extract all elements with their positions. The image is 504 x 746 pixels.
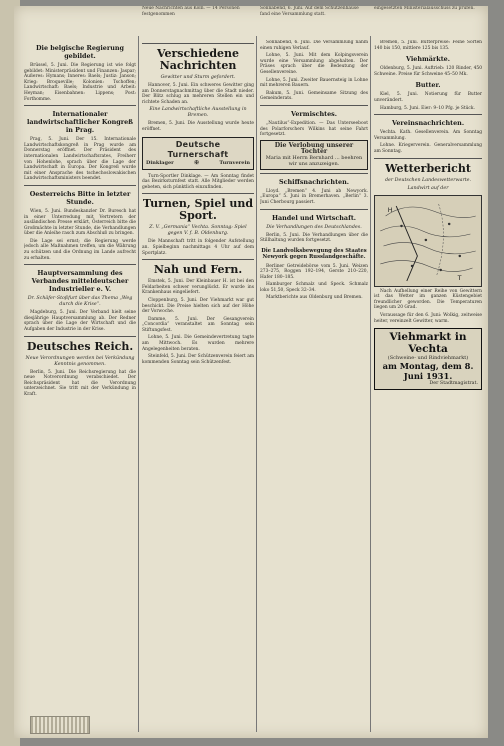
turnerschaft-title: Deutsche Turnerschaft	[167, 139, 229, 159]
turnerschaft-box	[142, 137, 254, 170]
turnerschaft-left: Dinklager	[146, 159, 174, 166]
article-text: Damme, 5. Juni. Der Gesangverein „Concordia“ veranstaltet am Sonntag sein Stiftungsfest.	[142, 316, 254, 333]
article-text: Lohne, 5. Juni. Zweiter Bauernsteig in Lohne mit mehreren Bauern.	[260, 77, 368, 89]
divider	[142, 43, 254, 44]
column-rule	[256, 36, 257, 732]
article-text: Voraussage für den 6. Juni: Wolkig, zeitweise heiter, vereinzelt Gewitter, warm.	[374, 312, 482, 324]
weather-subtitle: der Deutschen Landeswetterwarte.	[384, 177, 472, 183]
article-text: Hannover, 5. Juni. Ein schweres Gewitter ging am Donnerstagnachmittag über die Stadt nieder. Der Blitz schlug an mehreren Stellen ein und richtete Schaden an.	[142, 83, 254, 105]
article-text: Die Lage sei ernst; die Regierung werde jedoch alle Maßnahmen treffen, um die Währung zu schützen und die Ordnung im Lande aufrecht zu erhalten.	[24, 238, 136, 261]
top-strip-col2: Neue Nachrichten aus Köln. — 14 Personen festgenommen	[142, 6, 240, 17]
article-subtitle: Dr. Schäfer-Stoßfurt über das Thema „Weg durch die Krise“.	[27, 296, 133, 308]
headline-deutsches-reich: Deutsches Reich.	[26, 339, 134, 353]
top-cut-strip	[14, 6, 488, 36]
viehmarkt-signature: Der Stadtmagistrat.	[429, 381, 478, 387]
article-text: Bakum, 5. Juni. Gemeinsame Sitzung des Gemeinderats.	[260, 90, 368, 102]
headline-austria: Oesterreichs Bitte in letzter Stunde.	[29, 189, 131, 206]
article-text: Oldenburg, 5. Juni. Auftrieb: 120 Rinder, 450 Schweine. Preise für Schweine 45–50 Mk.	[374, 66, 482, 77]
svg-text:T: T	[457, 274, 462, 282]
divider	[260, 209, 368, 210]
headline-butter: Butter.	[415, 81, 441, 90]
article-text: Marktberichte aus Oldenburg und Bremen.	[266, 295, 363, 301]
article-text: Bremen, 5. Juni. Die Ausstellung wurde heute eröffnet.	[142, 121, 254, 132]
article-text: Hamburger Schmalz und Speck. Schmalz loko 51,50, Speck 32–34.	[260, 282, 368, 293]
headline-vereinsnachrichten: Vereinsnachrichten.	[391, 119, 465, 128]
article-text: Berlin, 5. Juni. Die Reichsregierung hat die neue Notverordnung verabschiedet. Der Reichspräsident hat die Verordnung unterzeichnet. Sie tritt mit der Verkündung in Kraft.	[24, 369, 136, 397]
divider	[24, 105, 136, 106]
column-4	[374, 40, 482, 728]
top-strip-col4: eingesetzten Ministerialausschuss zu prüfen.	[374, 6, 475, 11]
svg-text:H: H	[387, 206, 393, 214]
viehmarkt-date: am Montag, dem 8. Juni 1931.	[382, 361, 474, 382]
article-text: Magdeburg, 5. Juni. Der Verband hielt seine diesjährige Hauptversammlung ab. Der Redner sprach über die Lage der Wirtschaft und die Aufgaben der Industrie in der Krise.	[24, 310, 136, 333]
headline-handel: Handel und Wirtschaft.	[271, 213, 356, 222]
article-text: Bremen, 5. Juni. Butterpreise: Feine Sorten 140 bis 150, mittlere 125 bis 135.	[374, 40, 482, 51]
article-subtitle: Eine Landwirtschaftliche Ausstellung in Bremen.	[149, 107, 247, 119]
newspaper-page	[14, 6, 488, 738]
article-text: Lohne, 5. Juni. Mit dem Kolpingsverein wurde eine Versammlung abgehalten. Der Präses sprach über die Bedeutung der Gesellenvereine.	[260, 53, 368, 75]
article-text: Sonnabend, 6. Juni. Die Versammlung nahm einen ruhigen Verlauf.	[260, 40, 368, 51]
headline-sport: Turnen, Spiel und Sport.	[142, 197, 254, 223]
announcement-body: Maria mit Herrn Bernhard ... beehren wir uns anzuzeigen.	[265, 154, 363, 167]
article-text: Kiel, 5. Juni. Notierung für Butter unverändert.	[374, 92, 482, 103]
turnerschaft-emblem-icon: ✠	[194, 159, 199, 166]
weather-map-graphic	[375, 196, 481, 286]
article-text: Brüssel, 5. Juni. Die Regierung ist wie folgt gebildet: Ministerpräsident und Finanzen: Jaspar; Äußeres: Hymans; Inneres: Baels; Justiz: Janson; Krieg: Broqueville; Kolonien: Tschoffen; Landwirtschaft: Baels; Industrie und Arbeit: Heyman; Eisenbahnen: Lippens; Post: Forthomme.	[24, 63, 136, 102]
divider	[24, 185, 136, 186]
column-1	[24, 40, 136, 728]
column-rule	[370, 36, 371, 732]
article-text: Berlin, 5. Juni. Die Verhandlungen über die Stillhaltung wurden fortgesetzt.	[260, 232, 368, 244]
headline-landvolk: Die Landvolksbewegung des Staates Newyork gegen Russlandgeschäfte.	[261, 247, 367, 261]
turnerschaft-row	[146, 160, 250, 167]
column-rule	[138, 36, 139, 732]
column-3	[260, 40, 368, 728]
article-text: Lloyd. „Bremen“ 4. Juni ab Newyork. „Europa“ 5. Juni in Bremerhaven. „Berlin“ 3. Juni Cherbourg passiert.	[260, 188, 368, 205]
divider	[374, 114, 482, 115]
divider	[142, 259, 254, 260]
article-subtitle: Z. V. „Germania“ Vechta. Sonntag: Spiel gegen V. f. B. Oldenburg.	[149, 225, 247, 237]
article-text: Hamburg, 5. Juni. Eier: 9–10 Pfg. je Stück.	[380, 105, 475, 111]
column-2	[142, 40, 254, 728]
turnerschaft-right: Turnverein	[219, 159, 250, 166]
article-text: Vechta. Kath. Gesellenverein. Am Sonntag Versammlung.	[374, 130, 482, 141]
divider	[24, 264, 136, 265]
headline-nah-und-fern: Nah und Fern.	[153, 263, 243, 277]
article-text: Lohne, 5. Juni. Die Gemeindevertretung tagte am Mittwoch. Es wurden mehrere Angelegenheiten beraten.	[142, 335, 254, 352]
divider	[24, 336, 136, 337]
top-strip-col3: Sonnabend, 6. Juni. Auf dem Schützenhause fand eine Versammlung statt.	[260, 6, 359, 17]
divider	[374, 158, 482, 159]
article-subtitle: Neue Verordnungen werden bei Verkündung Kenntnis genommen.	[25, 355, 135, 367]
viehmarkt-subtitle: (Schweine- und Rindviehmarkt)	[387, 355, 469, 362]
weather-subtitle-2: Landwirt auf der	[407, 185, 449, 191]
headline-belgian-government: Die belgische Regierung gebildet.	[35, 44, 124, 60]
announcement-box	[260, 140, 368, 170]
headline-schiffsnachrichten: Schiffsnachrichten.	[279, 177, 349, 186]
article-text: Berliner Getreidebörse vom 5. Juni. Weizen 273–275, Roggen 192–194, Gerste 210–220, Hafer 180–185.	[260, 263, 368, 280]
article-text: Turn-Sportler Dinklage. — Am Sonntag findet das Bezirksturnfest statt. Alle Mitglieder werden gebeten, sich pünktlich einzufinden.	[142, 173, 254, 190]
article-text: Cloppenburg, 5. Juni. Der Viehmarkt war gut beschickt. Die Preise hielten sich auf der Höhe der Vorwoche.	[142, 297, 254, 315]
article-text: Die Mannschaft tritt in folgender Aufstellung an. Spielbeginn nachmittags 4 Uhr auf dem Sportplatz.	[142, 239, 254, 256]
divider	[142, 193, 254, 194]
divider	[260, 105, 368, 106]
article-subtitle: Die Verhandlungen des Deutschlandes.	[266, 224, 362, 230]
article-text: Lohne. Kriegerverein. Generalversammlung am Sonntag.	[374, 143, 482, 154]
headline-agriculture-congress: Internationaler landwirtschaftlicher Kongreß in Prag.	[26, 110, 134, 135]
article-subtitle: Gewitter und Sturm gefordert.	[160, 75, 236, 80]
article-text: Nach Aufhellung einer Reihe von Gewittern ist das Wetter im ganzen Küstengebiet freundlicher geworden. Die Temperaturen liegen um 20 Grad.	[374, 288, 482, 311]
article-text: „Nautilus“-Expedition. — Das Unterseeboot des Polarforschers Wilkins hat seine Fahrt fortgesetzt.	[260, 120, 368, 138]
weather-map	[374, 195, 482, 287]
headline-industrialists: Hauptversammlung des Verbandes mitteldeutscher Industrieller e. V.	[31, 269, 129, 294]
headline-vermischtes: Vermischtes.	[291, 109, 337, 118]
article-text: Emstek, 5. Juni. Der Kleinbauer H. ist bei den Feldarbeiten schwer verunglückt. Er wurde ins Krankenhaus eingeliefert.	[142, 279, 254, 296]
article-text: Steinfeld, 5. Juni. Der Schützenverein feiert am kommenden Sonntag sein Schützenfest.	[142, 354, 254, 365]
archive-stamp	[30, 716, 90, 734]
headline-verschiedene-nachrichten: Verschiedene Nachrichten	[156, 47, 240, 72]
viehmarkt-title: Viehmarkt in Vechta	[389, 331, 467, 356]
headline-viehmaerkte: Viehmärkte.	[406, 55, 450, 64]
announcement-heading: Die Verlobung unserer Tochter	[274, 141, 354, 155]
divider	[260, 173, 368, 174]
article-text: Wien, 5. Juni. Bundeskanzler Dr. Buresch hat in einer Unterredung mit Vertretern der ausländischen Presse erklärt, Österreich bitte die Großmächte in letzter Stunde, die Verhandlungen über die Anleihe rasch zum Abschluß zu bringen.	[24, 208, 136, 237]
headline-wetterbericht: Wetterbericht	[385, 161, 471, 175]
viehmarkt-ad	[374, 328, 482, 390]
article-text: Prag, 5. Juni. Der 15. Internationale Landwirtschaftskongreß in Prag wurde am Donnerstag eröffnet. Der Präsident des internationalen Landwirtschaftsrates, Freiherr von Hohenlohe, sprach über die Lage der Landwirtschaft in Europa. Der Kongreß wurde mit einer Ansprache des tschechoslowakischen Landwirtschaftsministers beendet.	[24, 137, 136, 182]
